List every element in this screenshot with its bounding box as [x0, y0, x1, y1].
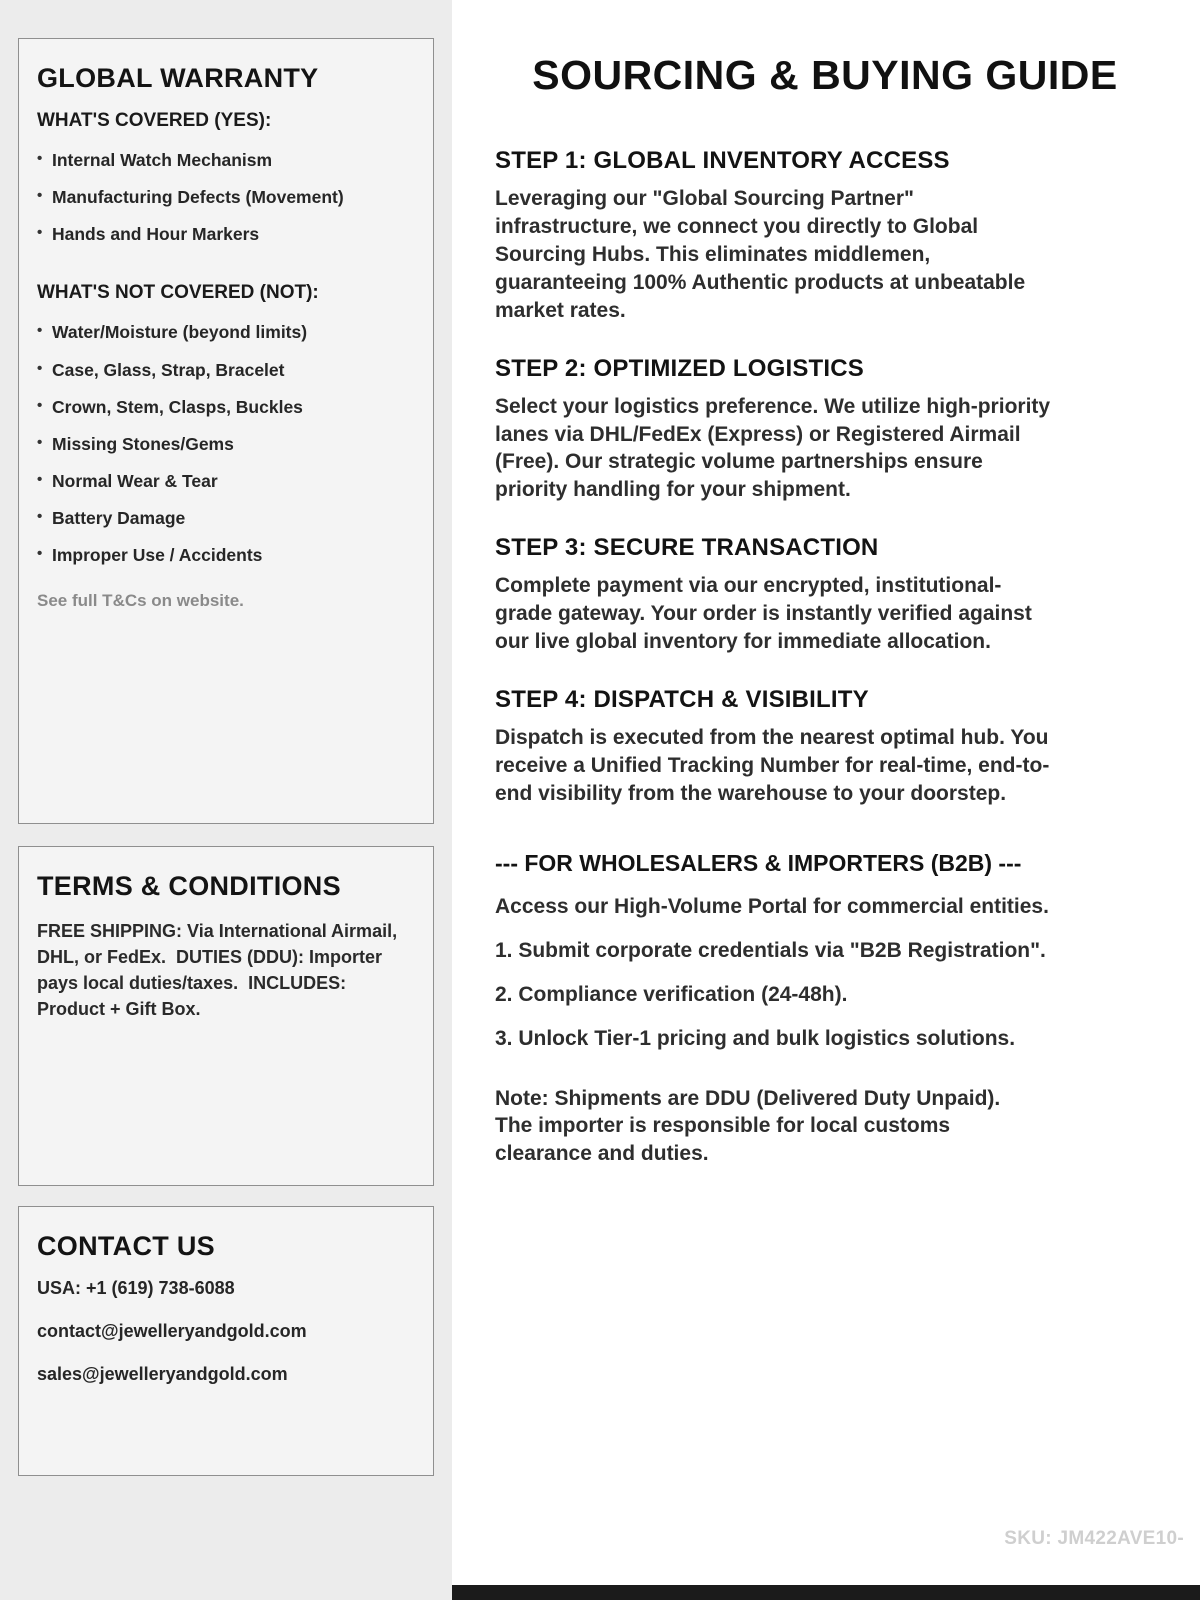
b2b-note: Note: Shipments are DDU (Delivered Duty Unpaid). The importer is responsible for local customs clearance and duties. [495, 1086, 1001, 1166]
bottom-bar [452, 1585, 1200, 1600]
terms-section [18, 846, 434, 1186]
not-covered-item: • Normal Wear & Tear [37, 471, 415, 491]
step-4-heading: STEP 4: DISPATCH & VISIBILITY [495, 686, 869, 714]
not-covered-item: • Improper Use / Accidents [37, 545, 415, 565]
step-1-body: Leveraging our "Global Sourcing Partner" infrastructure, we connect you directly to Global Sourcing Hubs. This eliminates middlemen, guaranteeing 100% Authentic products at unbeatable market rates. [495, 187, 1026, 322]
warranty-title: GLOBAL WARRANTY [37, 63, 319, 93]
step-3-body: Complete payment via our encrypted, institutional-grade gateway. Your order is instantly verified against our live global inventory for immediate allocation. [495, 574, 1032, 654]
warranty-footnote: See full T&Cs on website. [37, 591, 244, 611]
b2b-section [495, 850, 1155, 1168]
step-3 [495, 534, 1155, 656]
main-content [452, 0, 1200, 1600]
covered-heading: WHAT'S COVERED (YES): [37, 110, 272, 131]
step-1 [495, 147, 1155, 325]
covered-item: • Internal Watch Mechanism [37, 150, 415, 170]
b2b-heading: --- FOR WHOLESALERS & IMPORTERS (B2B) --- [495, 849, 1022, 876]
not-covered-item: • Crown, Stem, Clasps, Buckles [37, 397, 415, 417]
step-2-heading: STEP 2: OPTIMIZED LOGISTICS [495, 354, 864, 382]
sidebar [0, 0, 452, 1600]
step-2 [495, 355, 1155, 505]
terms-body: FREE SHIPPING: Via International Airmail, DHL, or FedEx. DUTIES (DDU): Importer pays local duties/taxes. INCLUDES: Product + Gift Box. [37, 921, 403, 1020]
terms-title: TERMS & CONDITIONS [37, 871, 341, 901]
b2b-item: 1. Submit corporate credentials via "B2B Registration". [495, 938, 1046, 962]
contact-phone: USA: +1 (619) 738-6088 [37, 1278, 235, 1298]
not-covered-item: • Case, Glass, Strap, Bracelet [37, 360, 415, 380]
covered-item: • Manufacturing Defects (Movement) [37, 187, 415, 207]
page-title: SOURCING & BUYING GUIDE [532, 52, 1118, 98]
contact-email-primary: contact@jewelleryandgold.com [37, 1321, 307, 1341]
step-3-heading: STEP 3: SECURE TRANSACTION [495, 534, 879, 562]
b2b-item: 3. Unlock Tier-1 pricing and bulk logistics solutions. [495, 1026, 1016, 1050]
not-covered-item: • Battery Damage [37, 508, 415, 528]
b2b-item: 2. Compliance verification (24-48h). [495, 982, 848, 1006]
contact-title: CONTACT US [37, 1231, 215, 1261]
step-2-body: Select your logistics preference. We utilize high-priority lanes via DHL/FedEx (Express) or Registered Airmail (Free). Our strategic volume partnerships ensure priority handling for your shipment. [495, 394, 1051, 502]
b2b-intro: Access our High-Volume Portal for commercial entities. [495, 894, 1049, 918]
step-4 [495, 686, 1155, 808]
step-4-body: Dispatch is executed from the nearest optimal hub. You receive a Unified Tracking Number for real-time, end-to-end visibility from the warehouse to your doorstep. [495, 726, 1050, 805]
not-covered-heading: WHAT'S NOT COVERED (NOT): [37, 282, 319, 304]
sku-label: SKU: JM422AVE10- [1004, 1528, 1184, 1549]
covered-item: • Hands and Hour Markers [37, 224, 415, 244]
step-1-heading: STEP 1: GLOBAL INVENTORY ACCESS [495, 147, 950, 174]
not-covered-item: • Water/Moisture (beyond limits) [37, 322, 415, 342]
not-covered-item: • Missing Stones/Gems [37, 434, 415, 454]
contact-email-sales: sales@jewelleryandgold.com [37, 1364, 288, 1384]
contact-section [18, 1206, 434, 1476]
global-warranty-section [18, 38, 434, 824]
